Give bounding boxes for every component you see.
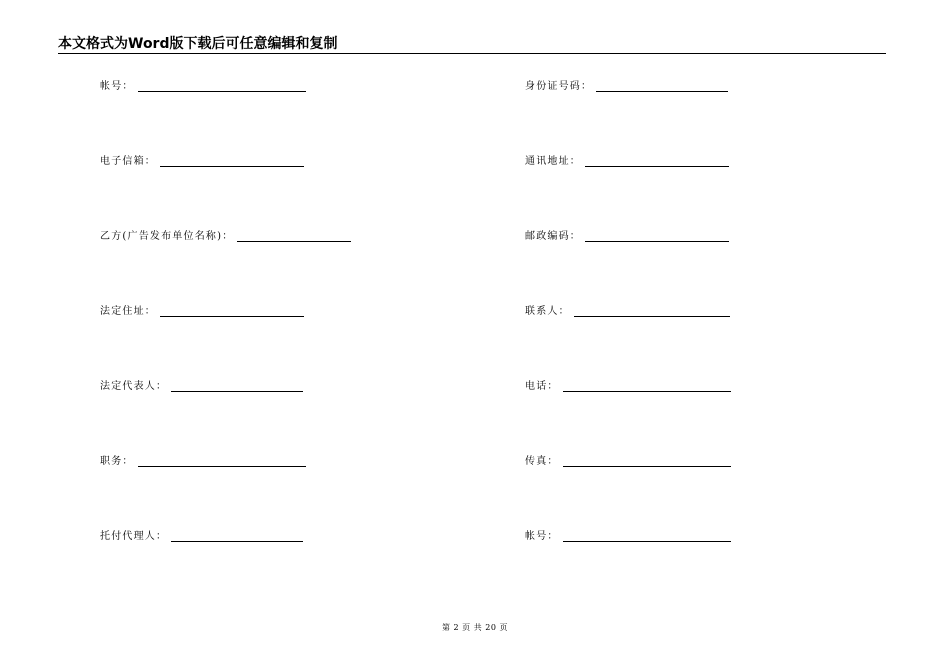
field-label: 法定住址： xyxy=(100,306,156,317)
field-label: 邮政编码： xyxy=(525,231,581,242)
fill-in-line[interactable] xyxy=(563,466,731,467)
left-field-position xyxy=(100,454,306,468)
fill-in-line[interactable] xyxy=(596,91,728,92)
right-field-account xyxy=(525,529,731,543)
field-label: 电话： xyxy=(525,381,559,392)
right-field-id-number xyxy=(525,79,728,93)
field-label: 通讯地址： xyxy=(525,156,581,167)
field-label: 帐号： xyxy=(100,81,134,92)
right-field-fax xyxy=(525,454,731,468)
fill-in-line[interactable] xyxy=(563,391,731,392)
fill-in-line[interactable] xyxy=(160,316,304,317)
right-field-postal-code xyxy=(525,229,729,243)
left-field-legal-representative xyxy=(100,379,303,393)
field-label: 乙方(广告发布单位名称)： xyxy=(100,231,234,242)
fill-in-line[interactable] xyxy=(585,166,729,167)
fill-in-line[interactable] xyxy=(237,241,351,242)
field-label: 职务： xyxy=(100,456,134,467)
field-label: 电子信箱： xyxy=(100,156,156,167)
fill-in-line[interactable] xyxy=(171,391,303,392)
fill-in-line[interactable] xyxy=(574,316,730,317)
fill-in-line[interactable] xyxy=(138,91,306,92)
right-field-phone xyxy=(525,379,731,393)
left-field-email xyxy=(100,154,304,168)
field-label: 法定代表人： xyxy=(100,381,168,392)
fill-in-line[interactable] xyxy=(563,541,731,542)
left-field-party-b-name xyxy=(100,229,351,243)
field-label: 托付代理人： xyxy=(100,531,168,542)
fill-in-line[interactable] xyxy=(171,541,303,542)
right-field-contact-person xyxy=(525,304,730,318)
left-field-legal-address xyxy=(100,304,304,318)
fill-in-line[interactable] xyxy=(160,166,304,167)
page-number: 第 2 页 共 20 页 xyxy=(442,623,508,632)
field-label: 身份证号码： xyxy=(525,81,593,92)
field-label: 联系人： xyxy=(525,306,570,317)
field-label: 传真： xyxy=(525,456,559,467)
left-field-authorized-agent xyxy=(100,529,303,543)
field-label: 帐号： xyxy=(525,531,559,542)
page-header-title: 本文格式为Word版下载后可任意编辑和复制 xyxy=(58,36,338,52)
fill-in-line[interactable] xyxy=(138,466,306,467)
left-field-account xyxy=(100,79,306,93)
fill-in-line[interactable] xyxy=(585,241,729,242)
header-divider xyxy=(58,53,886,54)
right-field-mailing-address xyxy=(525,154,729,168)
